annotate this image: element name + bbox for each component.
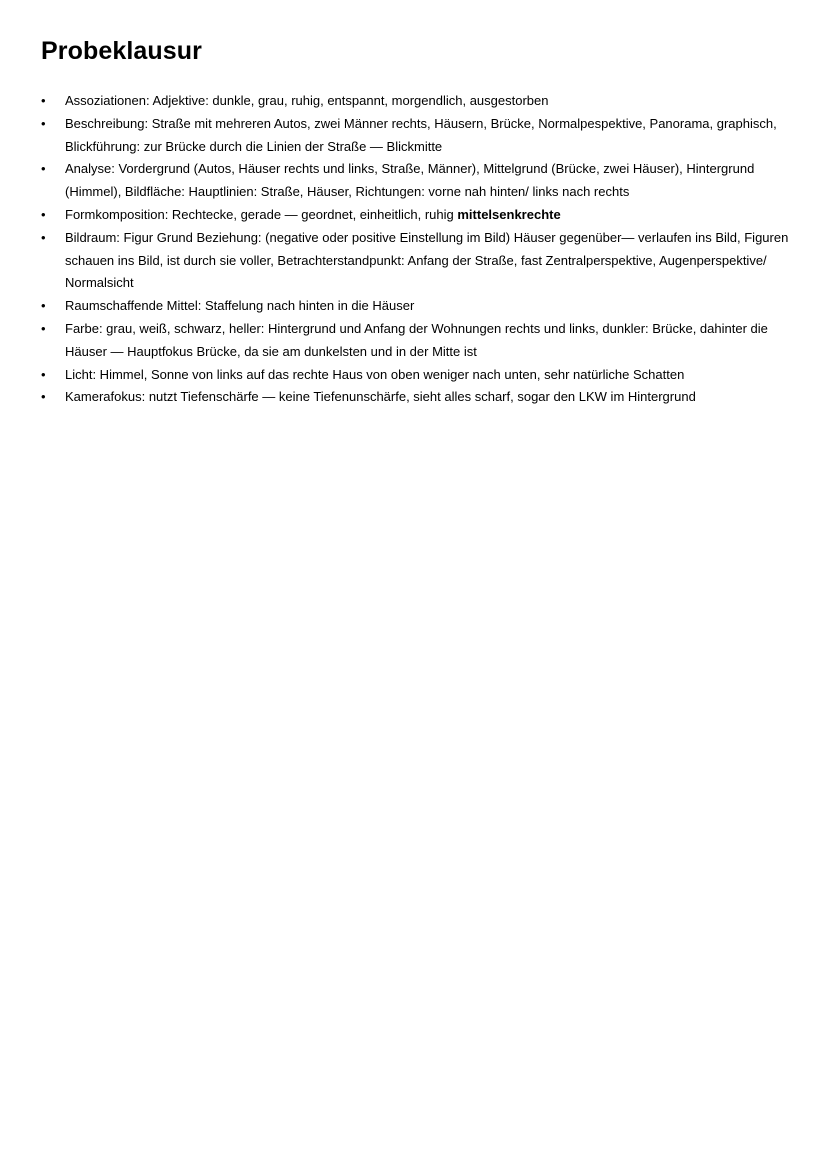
bullet-icon: • bbox=[41, 366, 46, 382]
list-item-beschreibung bbox=[41, 113, 791, 159]
list-item-text: Formkomposition: Rechtecke, gerade — geordnet, einheitlich, ruhig bbox=[65, 206, 458, 222]
list-item-text: Licht: Himmel, Sonne von links auf das rechte Haus von oben weniger nach unten, sehr natürliche Schatten bbox=[65, 366, 685, 382]
list-item-text: Bildraum: Figur Grund Beziehung: (negative oder positive Einstellung im Bild) Häuser gegenüber— verlaufen ins Bild, Figuren schauen ins Bild, ist durch sie voller, Betrachterstandpunkt: Anfang der Straße, fast Zentralperspektive, Augenperspektive/ Normalsicht bbox=[65, 229, 789, 291]
bullet-icon: • bbox=[41, 115, 46, 131]
bullet-icon: • bbox=[41, 389, 46, 405]
list-item-text: Farbe: grau, weiß, schwarz, heller: Hintergrund und Anfang der Wohnungen rechts und links, dunkler: Brücke, dahinter die Häuser — Hauptfokus Brücke, da sie am dunkelsten und in der Mitte ist bbox=[65, 320, 768, 359]
list-item-kamerafokus bbox=[41, 386, 791, 409]
notes-list bbox=[41, 90, 791, 409]
bullet-icon: • bbox=[41, 320, 46, 336]
list-item-raumschaffende-mittel bbox=[41, 295, 791, 318]
list-item-text: Kamerafokus: nutzt Tiefenschärfe — keine Tiefenunschärfe, sieht alles scharf, sogar den LKW im Hintergrund bbox=[65, 389, 696, 405]
list-item-farbe bbox=[41, 318, 791, 364]
list-item-assoziationen bbox=[41, 90, 791, 113]
bullet-icon: • bbox=[41, 93, 46, 108]
list-item-formkomposition bbox=[41, 204, 791, 227]
bullet-icon: • bbox=[41, 161, 46, 177]
bullet-icon: • bbox=[41, 229, 46, 245]
bullet-icon: • bbox=[41, 298, 46, 314]
list-item-text: Raumschaffende Mittel: Staffelung nach hinten in die Häuser bbox=[65, 298, 415, 314]
list-item-text: Assoziationen: Adjektive: dunkle, grau, ruhig, entspannt, morgendlich, ausgestorben bbox=[65, 93, 549, 108]
list-item-text: Analyse: Vordergrund (Autos, Häuser rechts und links, Straße, Männer), Mittelgrund (Brücke, zwei Häuser), Hintergrund (Himmel), Bildfläche: Hauptlinien: Straße, Häuser, Richtungen: vorne nah hinten/ links nach rechts bbox=[65, 161, 755, 200]
list-item-analyse bbox=[41, 158, 791, 204]
list-item-licht bbox=[41, 364, 791, 387]
list-item-bold-term: mittelsenkrechte bbox=[457, 206, 561, 222]
list-item-text: Beschreibung: Straße mit mehreren Autos, zwei Männer rechts, Häusern, Brücke, Normalpespektive, Panorama, graphisch, Blickführung: zur Brücke durch die Linien der Straße — Blickmitte bbox=[65, 115, 777, 154]
bullet-icon: • bbox=[41, 206, 46, 222]
list-item-bildraum bbox=[41, 227, 791, 295]
page-title: Probeklausur bbox=[41, 37, 202, 65]
